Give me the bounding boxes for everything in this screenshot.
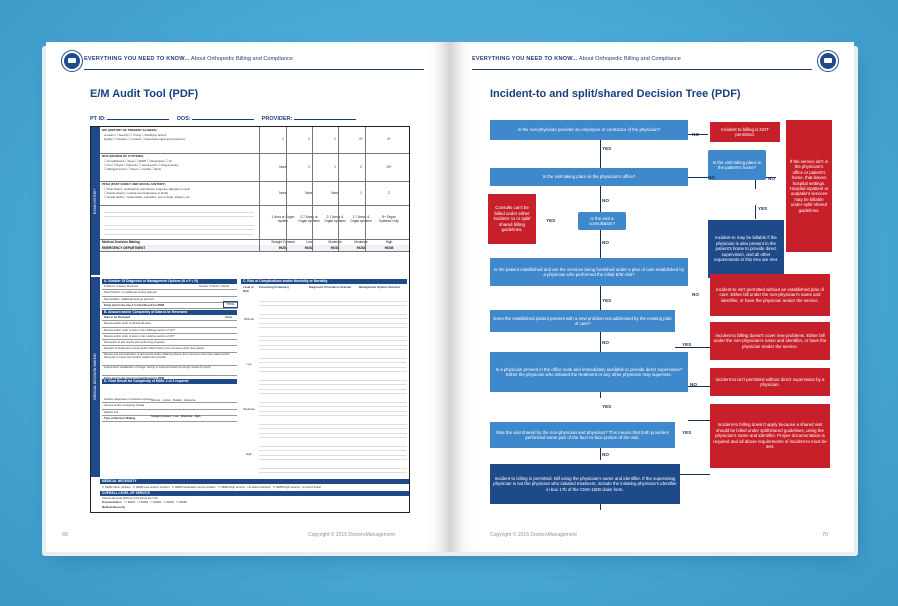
- ros-item[interactable]: GU: [107, 163, 112, 167]
- risk-level: Minimal: [244, 317, 254, 321]
- ros-title: ROS (REVIEW OF SYSTEMS): [102, 154, 144, 158]
- yes-label: YES: [602, 146, 612, 151]
- connector: [675, 347, 710, 348]
- final-result-header: D. Final Result for Complexity of MDM: 2 of 3 required: [102, 379, 237, 384]
- provider-label: PROVIDER:: [261, 116, 293, 122]
- exam-col-2: 2-7 Areas or Organ systems: [298, 215, 320, 223]
- pfsh-col-4: 1: [360, 191, 362, 195]
- exam-history-sidebar: EXAM HISTORY: [91, 127, 100, 275]
- grid-line: [259, 127, 260, 251]
- dos-line[interactable]: [192, 119, 254, 120]
- ed-code-1: 99281: [278, 246, 288, 250]
- risk-level: Low: [246, 362, 252, 366]
- pfsh-col-5: 2: [388, 191, 390, 195]
- ros-col-5: 10+: [386, 165, 392, 169]
- hpi-item[interactable]: Timing: [132, 133, 142, 137]
- no-label: NO: [692, 132, 699, 137]
- final-value: High: [194, 414, 201, 418]
- ros-col-2: 1: [308, 165, 310, 169]
- r5-box[interactable]: Incident-to billing doesn't cover new problems. Either bill under the non-physician's name and identifier, or have the physician render the service.: [710, 322, 830, 360]
- pfsh-col-1: None: [279, 191, 287, 195]
- mdm-col-4: Moderate: [354, 240, 368, 244]
- hpi-item[interactable]: Quality: [104, 137, 113, 141]
- box-b-header: B. Amount and/or Complexity of Data to be Reviewed: [102, 310, 237, 315]
- ros-item[interactable]: ENMT: [138, 159, 147, 163]
- final-value: Low: [173, 414, 179, 418]
- ed-row: [100, 245, 409, 252]
- exam-col-3: 2-7 Areas & Organ systems: [324, 215, 346, 223]
- pfsh-row: [100, 181, 409, 206]
- box-c-header: C. Risk of Complications and/or Morbidity or Mortality: [241, 279, 407, 284]
- pt-id-label: PT ID:: [90, 116, 106, 122]
- ros-item[interactable]: GI: [168, 159, 172, 163]
- grid-line: [312, 127, 313, 251]
- r-consult-box[interactable]: Consults can't be billed under either incident- to or split/ shared billing guidelines.: [488, 194, 536, 244]
- copyright-left: Copyright © 2015 DoctorsManagement: [308, 532, 395, 538]
- header-bold: EVERYTHING YOU NEED TO KNOW...: [472, 56, 578, 62]
- box-c-col: Management Options Selected: [359, 285, 400, 289]
- overall-los-header: OVERALL LEVEL OF SERVICE: [100, 491, 409, 496]
- ed-code-5: 99285: [384, 246, 394, 250]
- audit-form: [90, 126, 410, 513]
- page-number-left: 69: [62, 532, 69, 538]
- overall-rows: Documentation ☐ 99281 ☐ 99282 ☐ 99283 ☐ 99284 ☐ 99285 Medical Necessity: [102, 501, 187, 509]
- box-a-col: Result: [221, 285, 229, 288]
- ros-item[interactable]: Endo: [154, 167, 162, 171]
- no-label: NO: [692, 292, 699, 297]
- right-header: [472, 56, 681, 70]
- overall-code[interactable]: 99283: [153, 501, 161, 504]
- ros-item[interactable]: Integumentary: [160, 163, 179, 167]
- hpi-col-2: 1: [308, 137, 310, 141]
- hpi-item[interactable]: Modifying factors: [145, 133, 167, 137]
- ros-item[interactable]: Respiratory: [150, 159, 165, 163]
- ros-row: [100, 153, 409, 182]
- page-number-right: 70: [822, 532, 829, 538]
- final-row: Type of Decision Making: [102, 416, 237, 422]
- grid-line: [286, 127, 287, 251]
- hpi-item[interactable]: Severity: [118, 133, 129, 137]
- ros-item[interactable]: Neuro: [130, 167, 139, 171]
- dos-label: DOS:: [176, 116, 191, 122]
- connector: [600, 332, 601, 352]
- exam-col-1: 1 Area or Organ system: [271, 215, 295, 223]
- yes-label: YES: [546, 218, 556, 223]
- box-a-headers: [199, 285, 229, 288]
- no-label: NO: [602, 452, 609, 457]
- ros-col-1: None: [279, 165, 287, 169]
- overall-row-label: Documentation: [102, 501, 122, 504]
- grid-line: [365, 127, 366, 251]
- med-nec-code[interactable]: 99285 High severity - imminent threat: [276, 486, 321, 489]
- connector: [675, 474, 710, 475]
- box-b-row: Review and/or order of tests in the radiology section of CPT: [102, 328, 237, 334]
- mdm-col-2: Low: [306, 240, 312, 244]
- mdm-col-1: Straight Forward: [271, 240, 295, 244]
- q6-box[interactable]: Is a physician present in the office suite and immediately available to provide direct supervision? Either the physician who initiated the treatment or any other physician may supervise.: [490, 352, 688, 392]
- connector: [688, 420, 710, 421]
- final-value: Extensive: [184, 399, 196, 402]
- hpi-title: HPI (HISTORY OF PRESENT ILLNESS): [102, 128, 157, 132]
- overall-code[interactable]: 99281: [127, 501, 136, 504]
- ros-item[interactable]: Musculo: [127, 163, 138, 167]
- pt-id-line[interactable]: [107, 119, 169, 120]
- final-row: Highest risk: [102, 410, 237, 416]
- q3-box[interactable]: Is the visit a consultation?: [578, 212, 626, 230]
- med-nec-code[interactable]: 99281 Minor problem: [105, 486, 131, 489]
- ros-item[interactable]: Cardio: [142, 167, 151, 171]
- pfsh-item[interactable]: Family History: medical events/diseases in family: [107, 191, 169, 195]
- q5-box[interactable]: Does the established patient present with a new problem not addressed by the existing plan of care?: [490, 310, 675, 332]
- ros-item[interactable]: Psych: [115, 163, 124, 167]
- book-logo-icon: [818, 51, 838, 71]
- box-b-row: Independent visualization of image, tracing or specimen itself (not simply review of report): [102, 366, 237, 376]
- ros-item[interactable]: Eyes: [128, 159, 135, 163]
- r7-box[interactable]: Incident-to billing doesn't apply because a shared visit should be billed under split/shared guidelines, using the physician's name and identifier. Proper documentation is required and all above requirements of incident-to must be met.: [710, 404, 830, 468]
- ros-col-4: 2: [360, 165, 362, 169]
- final-value: Moderate: [180, 414, 193, 418]
- final-box[interactable]: Incident-to billing is permitted. Bill using the physician's name and identifier. If the supervising physician is not the physician who initiated treatment, include the initiating physician's identifier in box 17b of the CMS-1500 claim form.: [490, 464, 680, 504]
- no-label: NO: [708, 175, 715, 180]
- box-b-row: Review and/or order of clinical lab tests: [102, 321, 237, 327]
- no-label: NO: [602, 198, 609, 203]
- risk-table-body: [259, 297, 407, 477]
- box-a-col: Points =: [211, 285, 221, 288]
- risk-level: High: [246, 452, 252, 456]
- box-c-col: Diagnostic Procedures Ordered: [309, 285, 352, 289]
- ros-items: ☐ Constitutional ☐ Eyes ☐ ENMT ☐ Respiratory ☐ GI ☐ GU ☐ Psych ☐ Musculo ☐ Hem/Lymph ☐ Integumentary ☐ Allergy/Immuno ☐ Neuro ☐ Cardio ☐ Endo: [104, 159, 179, 171]
- med-necessity-header: MEDICAL NECESSITY: [100, 479, 409, 484]
- no-label: NO: [602, 340, 609, 345]
- overall-row-label: Medical Necessity: [102, 505, 126, 509]
- hpi-item[interactable]: Associated signs and symptoms: [144, 137, 185, 141]
- pfsh-items: ☐ Past History: medications, past illness, surgeries, allergies to meds ☐ Family History: medical events/diseases in family ☐ Social History: marital status, education, use of drugs, tobacco, etc.: [104, 187, 191, 199]
- final-value: Multiple: [172, 399, 182, 402]
- pfsh-item[interactable]: Past History: medications, past illness, surgeries, allergies to meds: [107, 187, 190, 191]
- hpi-col-5: 4+: [387, 137, 391, 141]
- header-bold: EVERYTHING YOU NEED TO KNOW...: [84, 56, 190, 62]
- box-b-row: Review and summarization of old records and/or obtaining history from someone other than patient and/or discussion of case with another health care provider: [102, 353, 237, 366]
- med-nec-code[interactable]: 99283 Moderately severe problem: [175, 486, 216, 489]
- risk-level: Moderate: [243, 407, 255, 411]
- hpi-item[interactable]: Duration: [116, 137, 128, 141]
- yes-label: YES: [602, 298, 612, 303]
- box-a-row: Bring total to the line A in Final Result for MDM: [102, 303, 237, 309]
- q1-box[interactable]: Is the non-physician provider an employee or contractor of the physician?: [490, 120, 688, 140]
- right-page: [450, 42, 854, 552]
- ed-code-2: 99282: [304, 246, 314, 250]
- ros-item[interactable]: Allergy/Immuno: [107, 167, 127, 171]
- grid-line: [338, 127, 339, 251]
- overall-instructions: Choose the level farthest to the left as the LOS: [102, 497, 158, 500]
- page-title: Incident-to and split/shared Decision Tree (PDF): [490, 88, 741, 100]
- no-label: NO: [602, 240, 609, 245]
- header-rest: About Orthopedic Billing and Compliance: [578, 56, 681, 62]
- final-value: Limited: [162, 399, 171, 402]
- yes-label: YES: [682, 342, 692, 347]
- hpi-item[interactable]: Location: [104, 133, 115, 137]
- connector: [600, 286, 601, 310]
- exam-col-5: 8+ Organ Systems Only: [379, 215, 399, 223]
- box-a-row: New problem: additional work-up planned: [102, 297, 237, 303]
- pfsh-col-2: None: [305, 191, 313, 195]
- risk-levels: [241, 297, 257, 477]
- no-label: NO: [768, 176, 775, 181]
- mdm-col-5: High: [385, 240, 393, 244]
- box-a-row: New Problem: no additional workup planned: [102, 290, 237, 296]
- header-rule: [472, 69, 812, 70]
- box-c-col: Level of Risk: [243, 285, 254, 293]
- page-title: E/M Audit Tool (PDF): [90, 88, 199, 100]
- q7-box[interactable]: Was the visit shared by the non-physician and physician? This means that both providers performed some part of the face-to-face portion of the visit.: [490, 422, 675, 448]
- box-b-row: Discussion of test results with performing physician: [102, 340, 237, 346]
- med-nec-code[interactable]: 99284 High severity - not fatal to life/body: [221, 486, 271, 489]
- q2-box[interactable]: Is the visit taking place in the physician's office?: [490, 168, 688, 186]
- q4-box[interactable]: Is the patient established and are the services being furnished under a plan of care established by a physician who performed the initial E/M visit?: [490, 258, 688, 286]
- left-page: [46, 42, 450, 552]
- left-header: [84, 56, 293, 70]
- hpi-col-1: 1: [282, 137, 284, 141]
- final-value: Minimal: [151, 399, 160, 402]
- yes-label: YES: [758, 206, 768, 211]
- yes-label: YES: [602, 404, 612, 409]
- overall-code[interactable]: 99284: [166, 501, 174, 504]
- pfsh-col-3: None: [331, 191, 339, 195]
- mdm-level-label: Medical Decision Making: [102, 240, 140, 244]
- header-rule: [84, 69, 424, 70]
- final-row: Amount and/or complexity of data: [102, 403, 237, 409]
- final-value: Straight forward: [151, 414, 172, 418]
- box-b-col: Data to be Reviewed: [102, 315, 237, 321]
- provider-line[interactable]: [294, 119, 356, 120]
- med-necessity-codes: ☐ 99281 Minor problem ☐ 99282 Low severity problem ☐ 99283 Moderately severe problem ☐ 99284 High severity - not fatal to life/body ☐ 99285 High severity - imminent threat: [102, 486, 321, 489]
- box-c-headers: [241, 285, 407, 295]
- final-row: Number diagnoses or treatment options: [102, 397, 237, 403]
- patient-fields: [90, 116, 362, 122]
- ed-code-3: 99283: [330, 246, 340, 250]
- hpi-items: Location ☐ Severity ☐ Timing ☐ Modifying factors Quality ☐ Duration ☐ Context ☐ Associated signs and symptoms: [104, 133, 185, 141]
- exam-checkbox-area: [104, 208, 254, 236]
- box-b-table: [102, 315, 237, 382]
- box-a-row: Problems to Exam Physician: [102, 284, 237, 290]
- hpi-col-3: 1: [334, 137, 336, 141]
- book-logo-icon: [62, 51, 82, 71]
- header-rest: About Orthopedic Billing and Compliance: [190, 56, 293, 62]
- med-nec-code[interactable]: 99282 Low severity problem: [135, 486, 170, 489]
- overall-code[interactable]: 99285: [179, 501, 187, 504]
- q2b-box[interactable]: Is the visit taking place in the patient's home?: [708, 150, 766, 180]
- connector: [755, 205, 756, 219]
- ros-item[interactable]: Constitutional: [107, 159, 125, 163]
- copyright-right: Copyright © 2015 DoctorsManagement: [490, 532, 577, 538]
- r6-box[interactable]: Incident-to isn't permitted without direct supervision by a physician.: [710, 368, 830, 396]
- exam-row: [100, 205, 409, 240]
- ed-code-4: 99284: [356, 246, 366, 250]
- box-b-row: Decision to obtain old records and/or obtain history from someone other than patient: [102, 346, 237, 352]
- yes-label: YES: [682, 430, 692, 435]
- pfsh-item[interactable]: Social History: marital status, education, use of drugs, tobacco, etc.: [107, 195, 191, 199]
- r4-box[interactable]: Incident-to isn't permitted without an established plan of care. Either bill under the non-physician's name and identifier, or have the physician render the service.: [710, 274, 830, 316]
- r-home-yes-box[interactable]: Incident-to may be billable if the physician is also present in the patient's home to provide direct supervision, and all other requirements in this tree are met.: [708, 220, 784, 278]
- exam-col-4: 2-7 Areas & Organ systems: [350, 215, 372, 223]
- hpi-col-4: 4+: [359, 137, 363, 141]
- ros-col-3: 1: [334, 165, 336, 169]
- hpi-item[interactable]: Context: [131, 137, 142, 141]
- hpi-row: [100, 127, 409, 154]
- no-label: NO: [690, 382, 697, 387]
- box-a-total[interactable]: TOTAL: [223, 301, 238, 308]
- ed-label: EMERGENCY DEPARTMENT: [102, 246, 146, 250]
- r1-box[interactable]: Incident to billing is NOT permitted.: [710, 122, 780, 142]
- box-c-col: Presenting Problem(s): [259, 285, 289, 289]
- box-b-points-col: Points: [225, 316, 233, 319]
- box-b-row: Review and/or order of tests in the medicine section of CPT: [102, 334, 237, 340]
- pfsh-title: PFSH (PAST FAMILY AND SOCIAL HISTORY): [102, 182, 166, 186]
- ros-item[interactable]: Hem/Lymph: [141, 163, 157, 167]
- box-a-header: A. Number Of Diagnosis or Management Options (N x P = R): [102, 279, 237, 284]
- mdm-col-3: Moderate: [328, 240, 342, 244]
- r-hospital-box[interactable]: If the service isn't in the physician's office or patient's home, that leaves hospital settings. Hospital inpatient or outpatient services may be billable under split/ shared guidelines.: [786, 120, 832, 252]
- mdm-sidebar: MEDICAL DECISION MAKING: [91, 277, 100, 477]
- box-a-col: Number X: [199, 285, 211, 288]
- overall-code[interactable]: 99282: [140, 501, 149, 504]
- final-values: Minimal · Limited · Multiple · Extensive Straight forward · Low · Moderate · High: [151, 399, 201, 418]
